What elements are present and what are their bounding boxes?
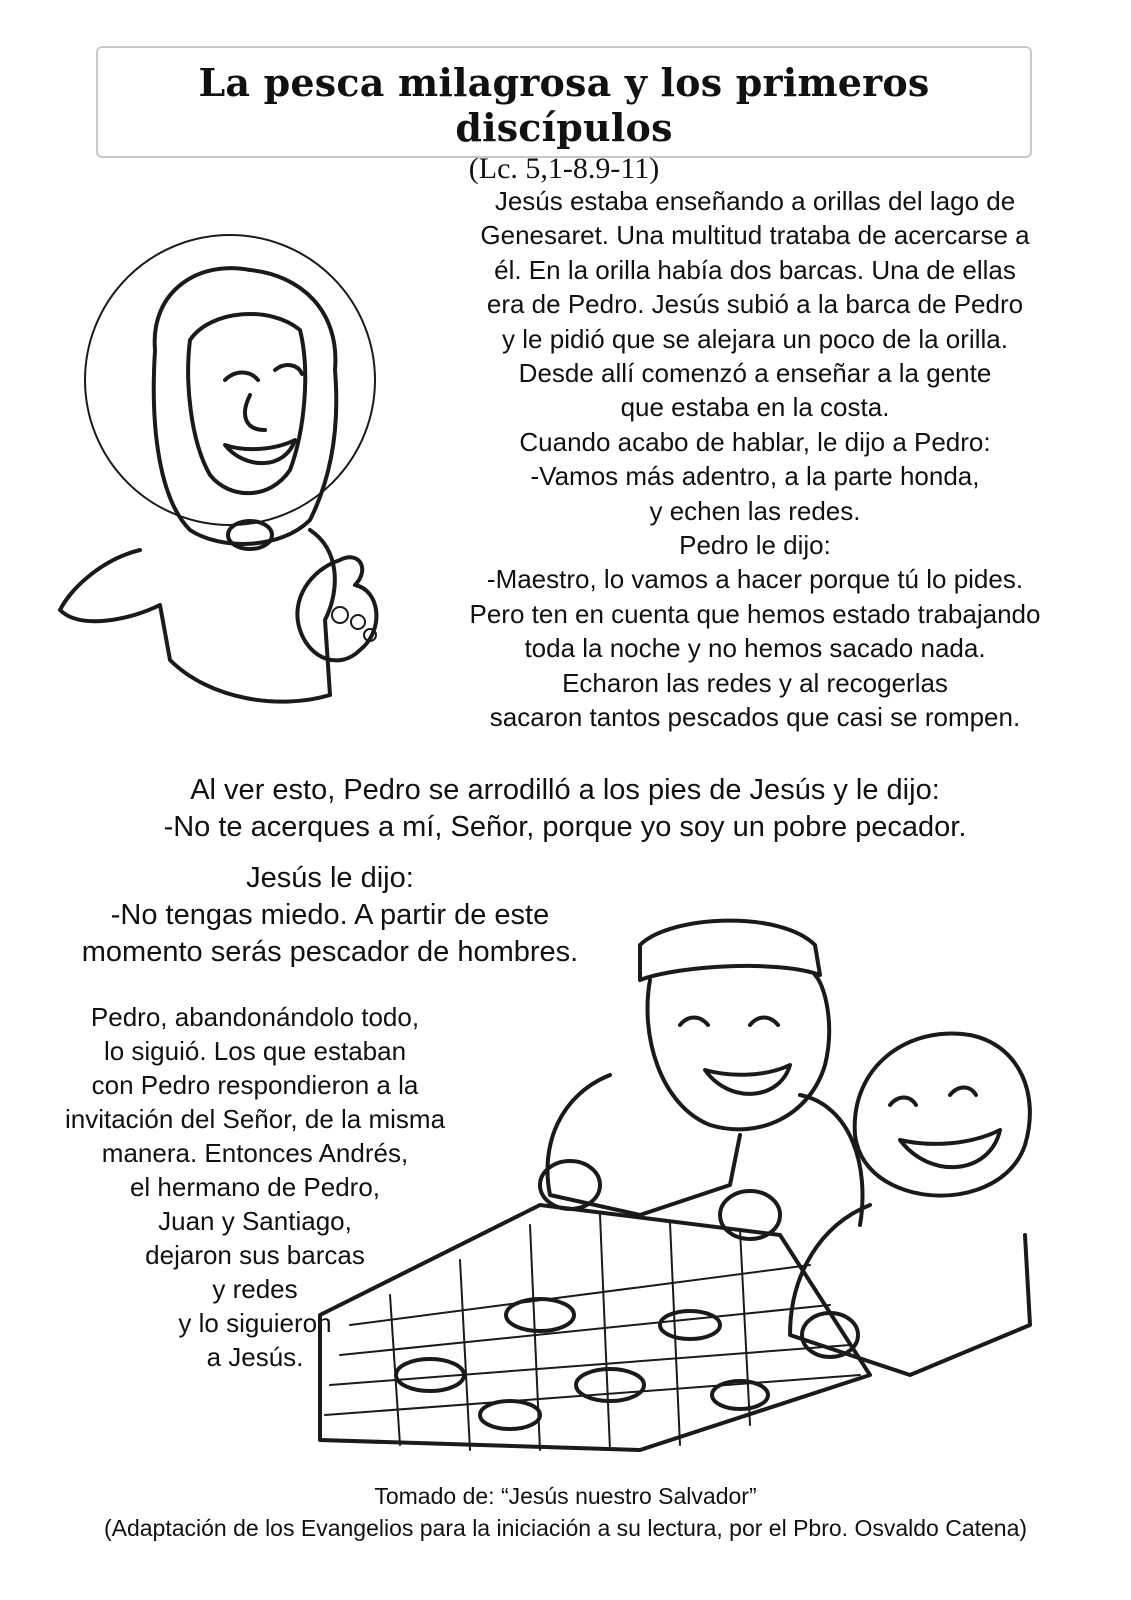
story-line: y lo siguieron [178, 1308, 332, 1338]
story-paragraph-2 [60, 772, 1070, 846]
title-box [96, 46, 1032, 185]
story-line: momento serás pescador de hombres. [81, 936, 579, 968]
page-title: La pesca milagrosa y los primeros discípulos [198, 60, 930, 150]
story-line: sacaron tantos pescados que casi se rompen. [489, 702, 1021, 733]
story-line: Echaron las redes y al recogerlas [562, 667, 948, 698]
story-line: Pedro le dijo: [679, 530, 831, 561]
story-line: -Maestro, lo vamos a hacer porque tú lo pides. [486, 564, 1024, 595]
story-line: manera. Entonces Andrés, [101, 1138, 409, 1168]
story-paragraph-1 [415, 184, 1095, 735]
story-line: dejaron sus barcas [145, 1240, 365, 1270]
story-line: Desde allí comenzó a enseñar a la gente [518, 358, 992, 389]
story-line: que estaba en la costa. [620, 392, 890, 423]
story-line: Al ver esto, Pedro se arrodilló a los pies de Jesús y le dijo: [190, 774, 940, 806]
source-credit [30, 1480, 1101, 1544]
story-line: él. En la orilla había dos barcas. Una de ellas [494, 254, 1016, 285]
story-line: invitación del Señor, de la misma [64, 1104, 446, 1134]
story-line: era de Pedro. Jesús subió a la barca de Pedro [486, 289, 1024, 320]
jesus-illustration [40, 230, 400, 750]
story-line: toda la noche y no hemos sacado nada. [524, 633, 986, 664]
story-line: con Pedro respondieron a la [91, 1070, 419, 1100]
story-line: Pero ten en cuenta que hemos estado trabajando [469, 598, 1041, 629]
story-line: y redes [212, 1274, 298, 1304]
story-line: Genesaret. Una multitud trataba de acercarse a [480, 220, 1030, 251]
story-line: Cuando acabo de hablar, le dijo a Pedro: [519, 426, 991, 457]
story-line: Jesús estaba enseñando a orillas del lago de [494, 186, 1016, 216]
fishermen-net-illustration [310, 905, 1050, 1465]
story-line: -No te acerques a mí, Señor, porque yo soy un pobre pecador. [163, 811, 967, 843]
story-line: y le pidió que se alejara un poco de la orilla. [502, 323, 1008, 354]
story-line: Pedro, abandonándolo todo, [90, 1002, 420, 1032]
story-line: y echen las redes. [649, 495, 861, 526]
story-line: Jesús le dijo: [246, 862, 414, 894]
story-line: -Vamos más adentro, a la parte honda, [530, 461, 980, 492]
story-line: a Jesús. [206, 1342, 304, 1372]
credit-line: Tomado de: “Jesús nuestro Salvador” [374, 1483, 757, 1509]
story-line: lo siguió. Los que estaban [103, 1036, 407, 1066]
credit-line: (Adaptación de los Evangelios para la iniciación a su lectura, por el Pbro. Osvaldo Catena) [103, 1515, 1028, 1541]
story-line: Juan y Santiago, [158, 1206, 352, 1236]
bible-reference: (Lc. 5,1-8.9-11) [468, 152, 660, 185]
story-line: -No tengas miedo. A partir de este [110, 899, 550, 931]
story-line: el hermano de Pedro, [129, 1172, 381, 1202]
